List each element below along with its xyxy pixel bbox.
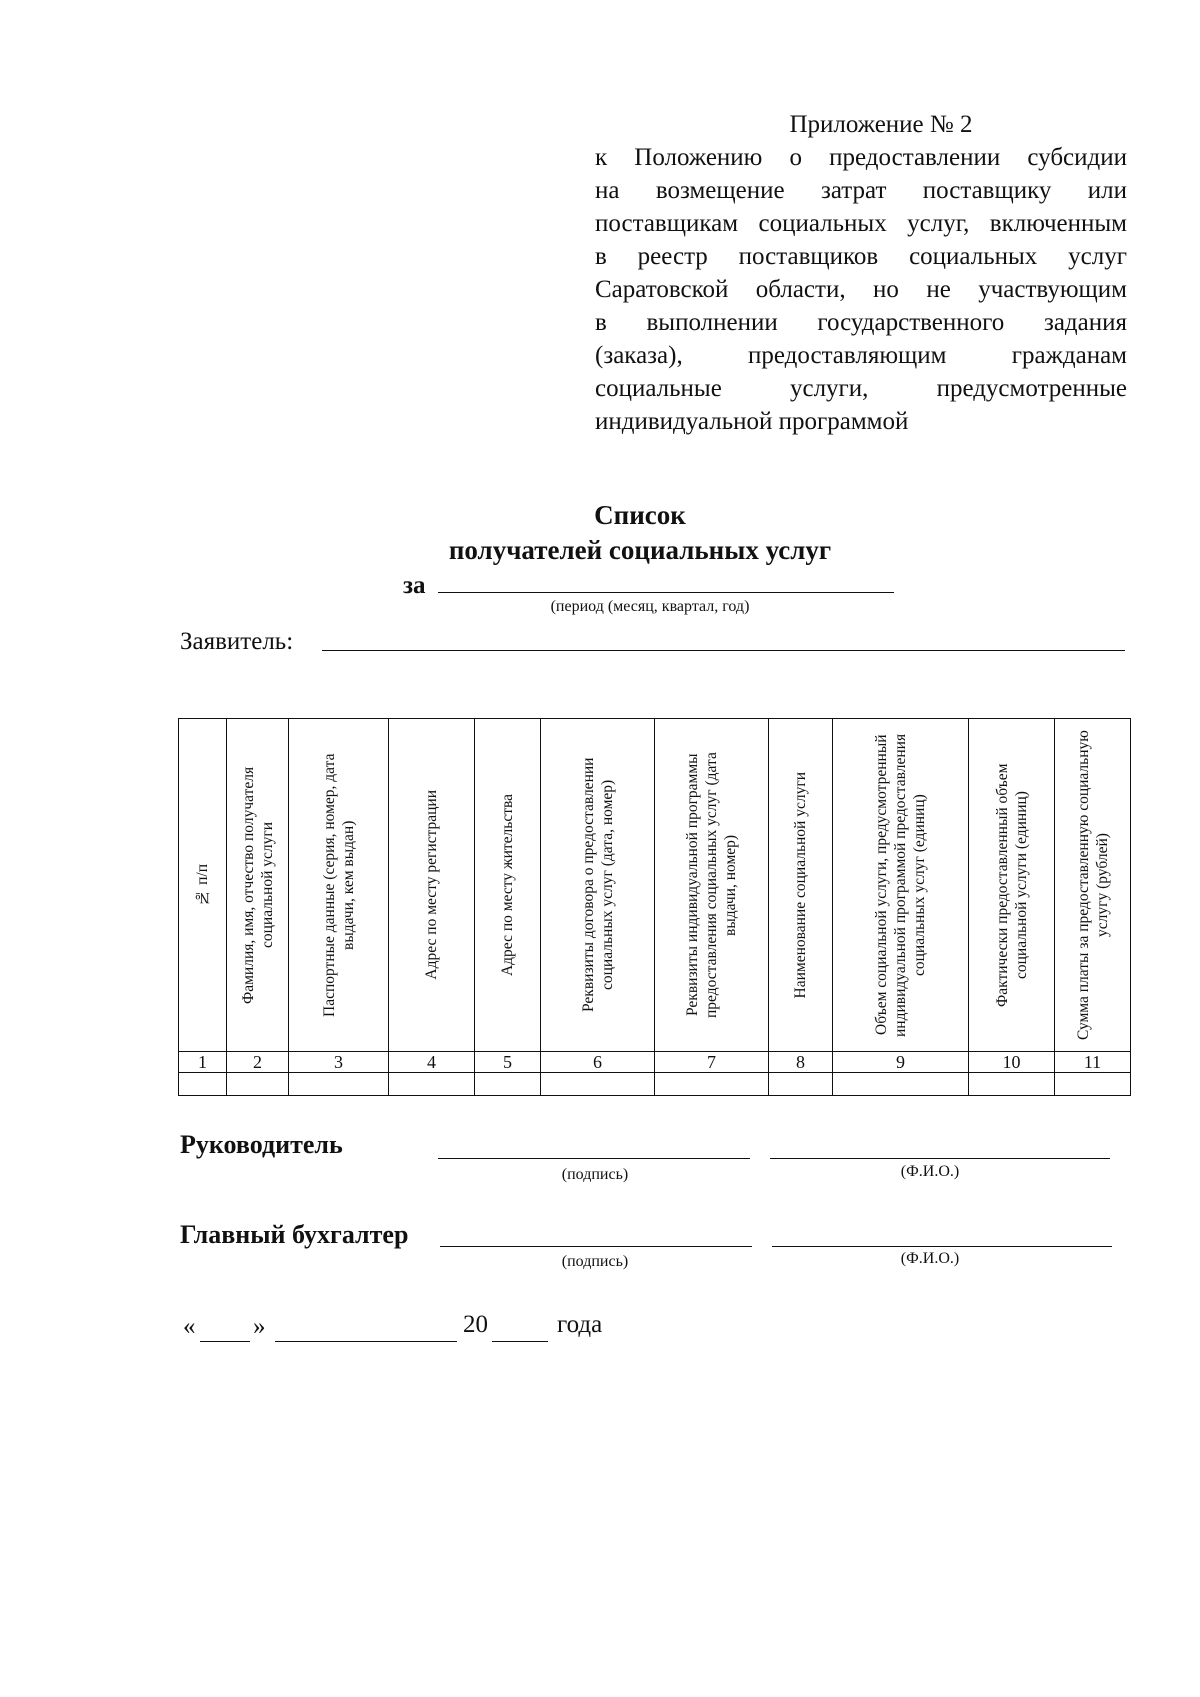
column-header: Реквизиты договора о предоставлении социальных услуг (дата, номер)	[579, 757, 616, 1013]
column-number: 3	[289, 1052, 389, 1073]
column-number: 2	[227, 1052, 289, 1073]
date-suffix: года	[557, 1311, 603, 1338]
column-number: 8	[769, 1052, 833, 1073]
period-caption: (период (месяц, квартал, год)	[550, 598, 750, 615]
table-header-cell	[179, 719, 227, 1052]
column-header: Адрес по месту жительства	[499, 793, 516, 977]
table-cell[interactable]	[227, 1073, 289, 1096]
date-century: 20	[463, 1311, 488, 1338]
date-year-field[interactable]	[492, 1315, 548, 1342]
date-month-field[interactable]	[275, 1315, 457, 1342]
table-header-cell	[1055, 719, 1131, 1052]
document-title: Список	[594, 500, 686, 530]
column-header: № п/п	[194, 864, 211, 906]
table-number-row	[179, 1052, 1131, 1073]
table-header-cell	[227, 719, 289, 1052]
column-header: Объем социальной услуги, предусмотренный индивидуальной программой предоставления социальных услуг (единиц)	[873, 733, 928, 1037]
accountant-signature-caption: (подпись)	[561, 1253, 629, 1270]
table-header-cell	[475, 719, 541, 1052]
column-header: Реквизиты индивидуальной программы предоставления социальных услуг (дата выдачи, номер)	[684, 752, 739, 1018]
table-header-row	[179, 719, 1131, 1052]
appendix-block	[595, 108, 1127, 438]
appendix-line: на возмещение затрат поставщику или	[595, 177, 1127, 204]
head-label: Руководитель	[180, 1130, 343, 1159]
column-header: Фактически предоставленный объем социальной услуги (единиц)	[993, 763, 1030, 1007]
table-cell[interactable]	[969, 1073, 1055, 1096]
head-name-caption: (Ф.И.О.)	[900, 1163, 960, 1180]
table-row	[179, 1073, 1131, 1096]
appendix-line: индивидуальной программой	[595, 408, 909, 435]
accountant-name-caption: (Ф.И.О.)	[900, 1250, 960, 1267]
head-name-field[interactable]	[770, 1130, 1110, 1159]
column-number: 7	[655, 1052, 769, 1073]
table-cell[interactable]	[541, 1073, 655, 1096]
head-signature-caption: (подпись)	[561, 1166, 629, 1183]
appendix-line: в выполнении государственного задания	[595, 309, 1127, 336]
appendix-line: поставщикам социальных услуг, включенным	[595, 210, 1127, 237]
appendix-line: социальные услуги, предусмотренные	[595, 375, 1127, 402]
table-cell[interactable]	[833, 1073, 969, 1096]
document-subtitle: получателей социальных услуг	[448, 535, 832, 565]
column-number: 5	[475, 1052, 541, 1073]
column-header: Наименование социальной услуги	[792, 771, 809, 999]
recipients-table	[178, 718, 1131, 1096]
table-header-cell	[769, 719, 833, 1052]
column-header: Адрес по месту регистрации	[423, 790, 440, 980]
appendix-line: (заказа), предоставляющим гражданам	[595, 342, 1127, 369]
column-number: 4	[389, 1052, 475, 1073]
table-header-cell	[541, 719, 655, 1052]
table-header-cell	[655, 719, 769, 1052]
appendix-title: Приложение № 2	[789, 111, 973, 138]
table-cell[interactable]	[769, 1073, 833, 1096]
column-number: 6	[541, 1052, 655, 1073]
applicant-field[interactable]	[322, 624, 1125, 651]
table-header-cell	[389, 719, 475, 1052]
table-cell[interactable]	[1055, 1073, 1131, 1096]
accountant-signature-field[interactable]	[440, 1218, 752, 1247]
table-cell[interactable]	[179, 1073, 227, 1096]
table-cell[interactable]	[655, 1073, 769, 1096]
date-day-field[interactable]	[200, 1315, 250, 1342]
head-signature-field[interactable]	[438, 1130, 750, 1159]
table-cell[interactable]	[475, 1073, 541, 1096]
period-label: за	[403, 572, 426, 599]
column-number: 1	[179, 1052, 227, 1073]
accountant-label: Главный бухгалтер	[180, 1220, 409, 1249]
date-close-quote: »	[253, 1313, 266, 1340]
table-header-cell	[289, 719, 389, 1052]
accountant-name-field[interactable]	[772, 1218, 1112, 1247]
column-number: 11	[1055, 1052, 1131, 1073]
period-field[interactable]	[438, 568, 894, 593]
applicant-label: Заявитель:	[180, 628, 294, 655]
table-cell[interactable]	[289, 1073, 389, 1096]
appendix-line: к Положению о предоставлении субсидии	[595, 144, 1127, 171]
date-open-quote: «	[183, 1313, 196, 1340]
column-number: 9	[833, 1052, 969, 1073]
table-cell[interactable]	[389, 1073, 475, 1096]
table-header-cell	[833, 719, 969, 1052]
appendix-line: в реестр поставщиков социальных услуг	[595, 243, 1127, 270]
table-header-cell	[969, 719, 1055, 1052]
column-header: Сумма платы за предоставленную социальную услугу (рублей)	[1074, 730, 1111, 1040]
appendix-line: Саратовской области, но не участвующим	[595, 276, 1127, 303]
column-header: Фамилия, имя, отчество получателя социальной услуги	[239, 766, 276, 1004]
column-header: Паспортные данные (серия, номер, дата выдачи, кем выдан)	[320, 753, 357, 1017]
column-number: 10	[969, 1052, 1055, 1073]
